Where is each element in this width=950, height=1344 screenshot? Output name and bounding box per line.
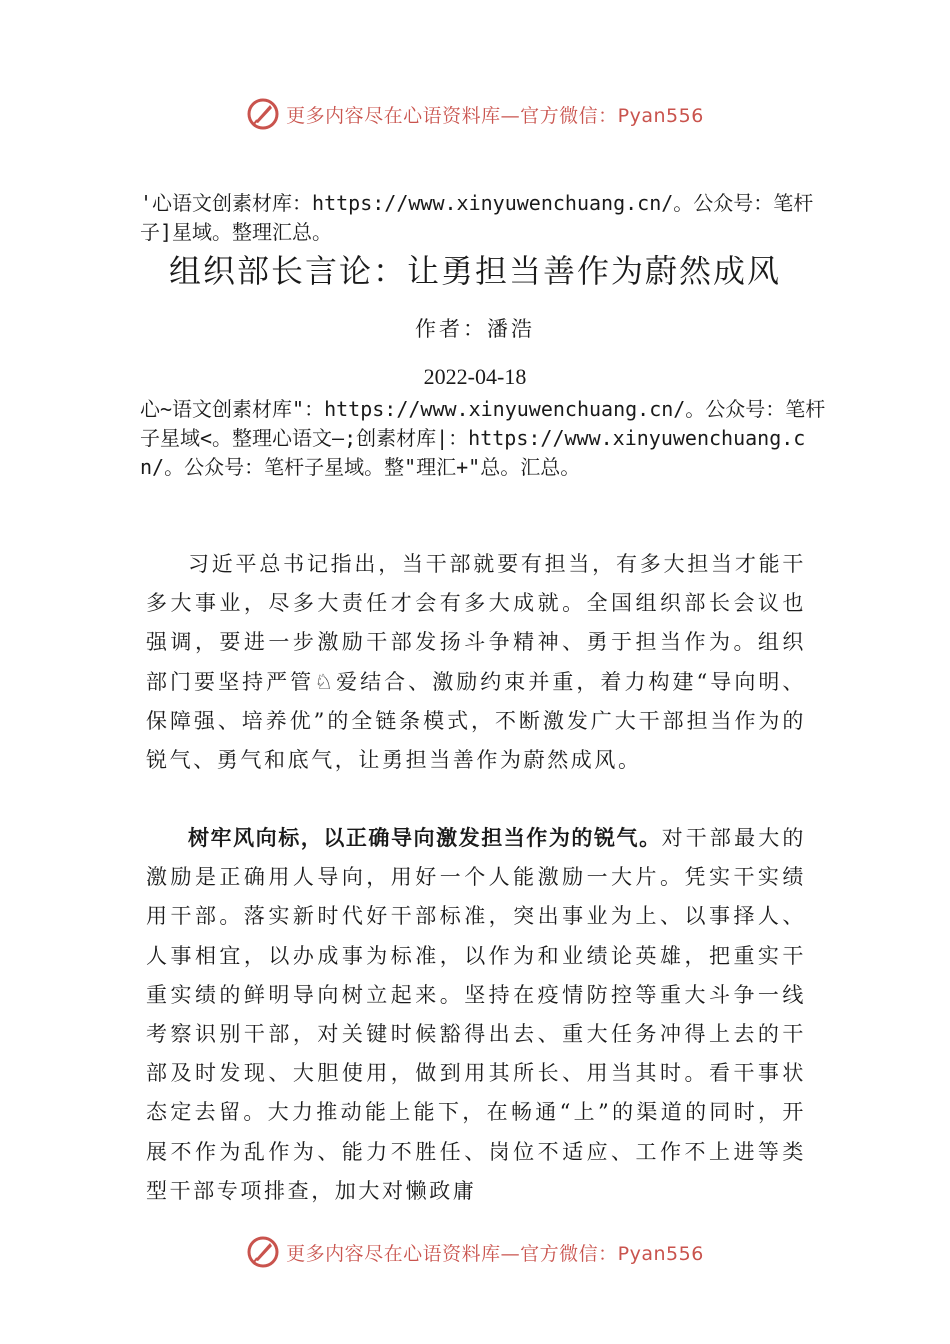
wechat-id: Pyan556 xyxy=(617,104,704,127)
source-note-top: '心语文创素材库：https://www.xinyuwenchuang.cn/。公众号：笔杆子]星域。整理汇总。 xyxy=(140,191,814,244)
quill-logo-icon xyxy=(246,97,280,131)
section-body: 对干部最大的激励是正确用人导向，用好一个人能激励一大片。凭实干实绩用干部。落实新时代好干部标准，突出事业为上、以事择人、人事相宜，以办成事为标准，以作为和业绩论英雄，把重实干重实绩的鲜明导向树立起来。坚持在疫情防控等重大斗争一线考察识别干部，对关键时候豁得出去、重大任务冲得上去的干部及时发现、大胆使用，做到用其所长、用当其时。看干事状态定去留。大力推动能上能下，在畅通“上”的渠道的同时，开展不作为乱作为、能力不胜任、岗位不适应、工作不上进等类型干部专项排查，加大对懒政庸 xyxy=(146,826,806,1203)
footer-banner xyxy=(0,1232,950,1272)
paragraph-intro: 习近平总书记指出，当干部就要有担当，有多大担当才能干多大事业，尽多大责任才会有多大成就。全国组织部长会议也强调，要进一步激励干部发扬斗争精神、勇于担当作为。组织部门要坚持严管♘爱结合、激励约束并重，着力构建“导向明、保障强、培养优”的全链条模式，不断激发广大干部担当作为的锐气、勇气和底气，让勇担当善作为蔚然成风。 xyxy=(146,552,806,773)
banner-text xyxy=(286,1239,704,1266)
article-author: 作者：潘浩 xyxy=(415,317,535,341)
header-banner xyxy=(0,94,950,134)
wechat-id: Pyan556 xyxy=(617,1242,704,1265)
banner-text xyxy=(286,101,704,128)
article-date: 2022-04-18 xyxy=(423,364,527,389)
source-note-mid: 心~语文创素材库"：https://www.xinyuwenchuang.cn/。公众号：笔杆子星域<。整理心语文—;创素材库|：https://www.xinyuwenchuang.cn/。公众号：笔杆子星域。整"理汇+"总。汇总。 xyxy=(140,397,826,479)
banner-message: 更多内容尽在心语资料库—官方微信： xyxy=(286,1242,618,1265)
banner-message: 更多内容尽在心语资料库—官方微信： xyxy=(286,104,618,127)
paragraph-section-1 xyxy=(146,819,806,1211)
article-title: 组织部长言论：让勇担当善作为蔚然成风 xyxy=(168,252,781,290)
section-heading: 树牢风向标，以正确导向激发担当作为的锐气。 xyxy=(188,826,662,850)
quill-logo-icon xyxy=(246,1235,280,1269)
